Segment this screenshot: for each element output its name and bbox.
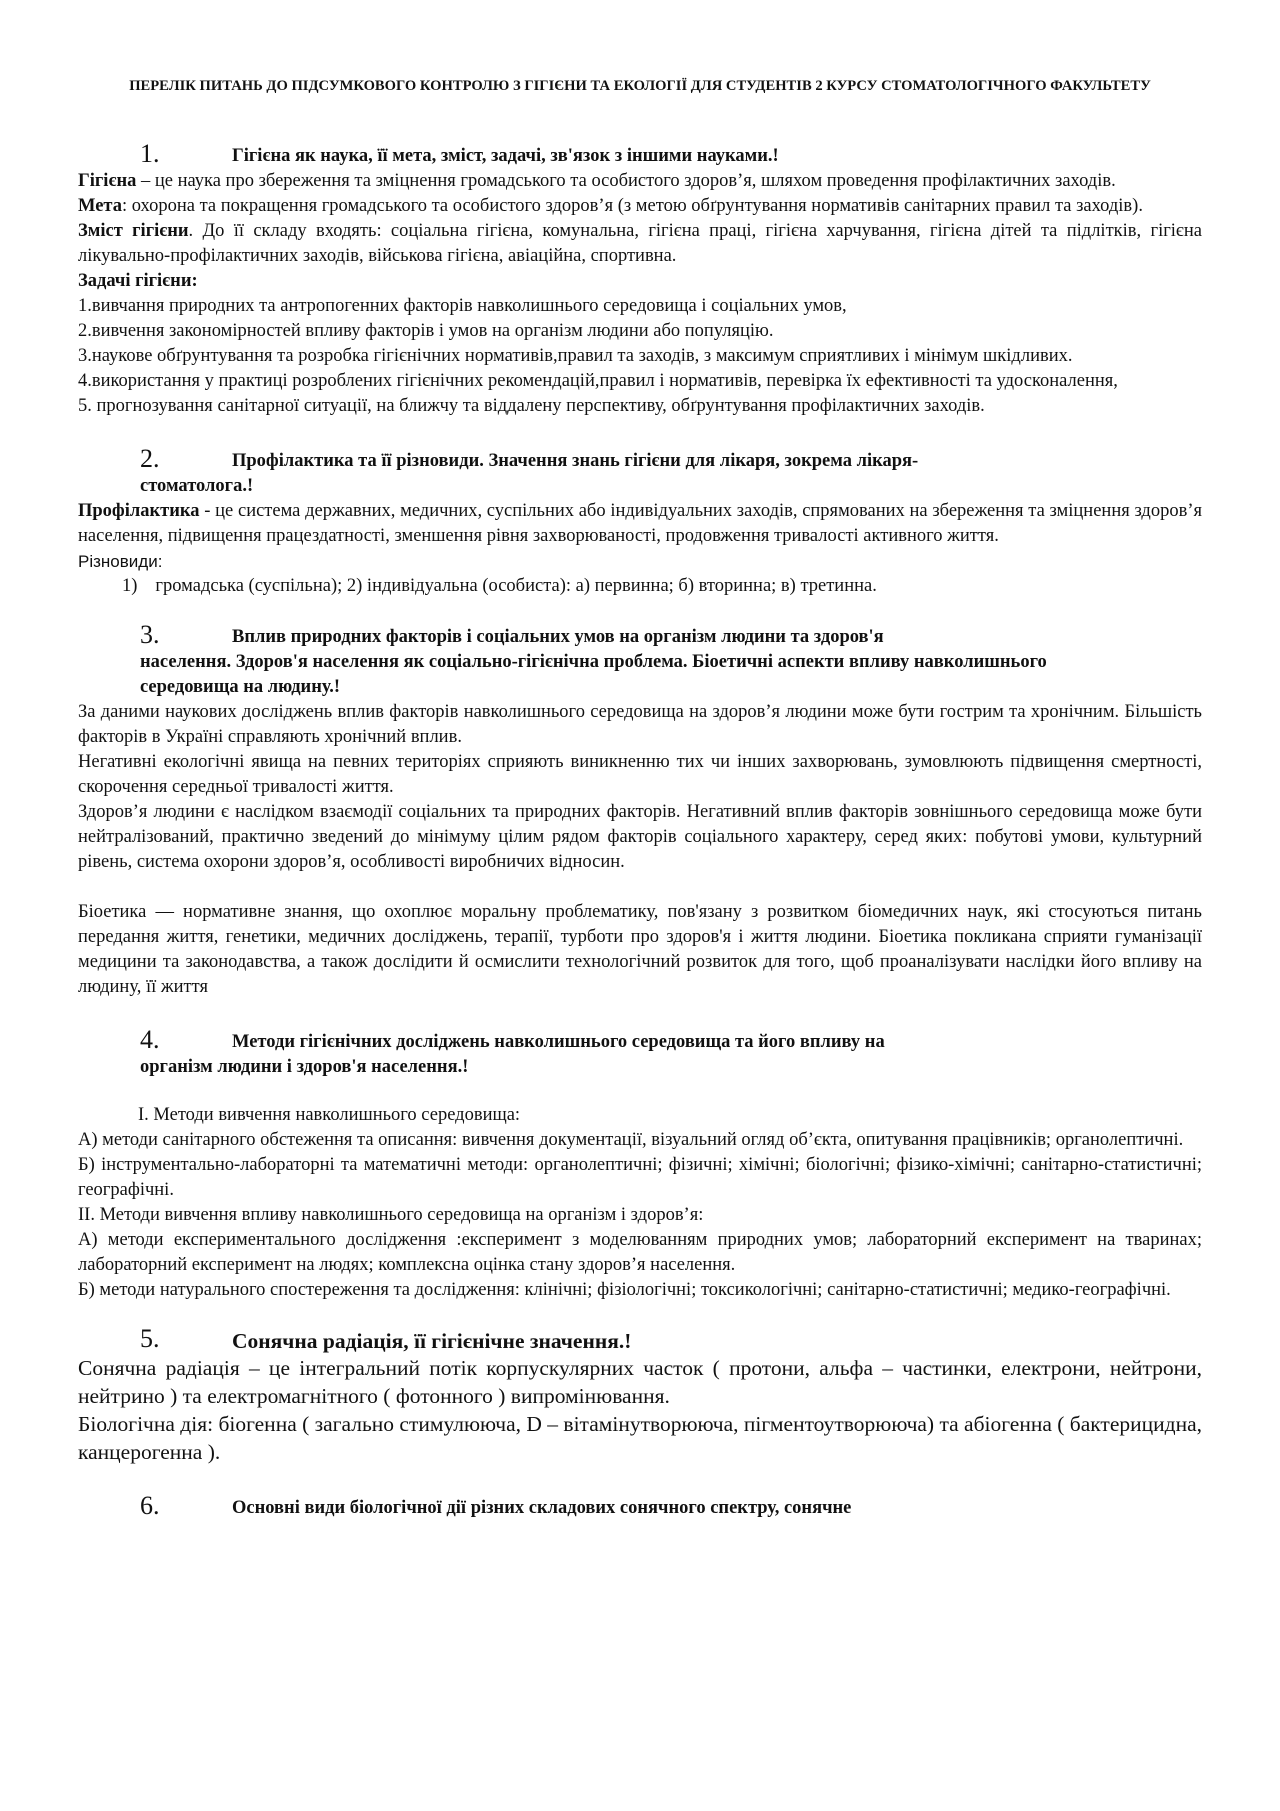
q1-task-item: 5. прогнозування санітарної ситуації, на ближчу та віддалену перспективу, обґрунтування профілактичних заходів. <box>78 396 985 416</box>
q1-task-item: 1.вивчання природних та антропогенних факторів навколишнього середовища і соціальних умов, <box>78 296 847 316</box>
question-2-heading <box>78 444 1202 499</box>
q1-goal-term: Мета <box>78 196 122 216</box>
question-2-title <box>140 449 1202 499</box>
q1-tasks-heading: Задачі гігієни: <box>78 271 198 291</box>
q4-item: А) методи санітарного обстеження та описання: вивчення документації, візуальний огляд об’єкта, опитування працівників; органолептичні. <box>78 1130 1184 1150</box>
q1-content-term: Зміст гігієни <box>78 221 189 241</box>
question-3-title-line-1: Вплив природних факторів і соціальних умов на організм людини та здоров'я <box>232 627 884 647</box>
question-5-title: Сонячна радіація, її гігієнічне значення.! <box>232 1329 632 1353</box>
q1-goal <box>78 194 1202 219</box>
question-6-number: 6. <box>140 1491 160 1520</box>
q1-task-item: 2.вивчення закономірностей впливу факторів і умов на організм людини або популяцію. <box>78 321 774 341</box>
q1-task-item: 3.наукове обґрунтування та розробка гігієнічних нормативів,правил та заходів, з максимум сприятливих і мінімум шкідливих. <box>78 346 1073 366</box>
q4-section-1: I. Методи вивчення навколишнього середовища: <box>138 1105 521 1125</box>
question-2-title-line-2: стоматолога.! <box>140 476 254 496</box>
q4-section-2: ІІ. Методи вивчення впливу навколишнього середовища на організм і здоров’я: <box>78 1205 704 1225</box>
q2-kinds-number: 1) <box>122 576 138 596</box>
question-3-title-line-2: населення. Здоров'я населення як соціально-гігієнічна проблема. Біоетичні аспекти впливу навколишнього <box>140 652 1047 672</box>
q5-paragraph: Біологічна дія: біогенна ( загально стимулююча, D – вітамінутворююча, пігментоутворююча) та абіогенна ( бактерицидна, канцерогенна ). <box>78 1412 1202 1464</box>
q1-definition-text: – це наука про збереження та зміцнення громадського та особистого здоров’я, шляхом проведення профілактичних заходів. <box>136 171 1116 191</box>
q3-paragraph: Здоров’я людини є наслідком взаємодії соціальних та природних факторів. Негативний вплив факторів зовнішнього середовища може бути нейтралізований, практично зведений до мінімуму цілим рядом факторів соціального характеру, серед яких: побутові умови, культурний рівень, система охорони здоров’я, особливості виробничих відносин. <box>78 802 1202 872</box>
question-4-number: 4. <box>140 1025 160 1054</box>
question-2-number: 2. <box>140 444 160 473</box>
document-body <box>78 139 1202 1521</box>
question-4-title <box>140 1030 1202 1080</box>
question-3-heading <box>78 620 1202 700</box>
q2-kinds-text: громадська (суспільна); 2) індивідуальна (особиста): а) первинна; б) вторинна; в) третинна. <box>155 576 877 596</box>
q3-paragraph: За даними наукових досліджень вплив факторів навколишнього середовища на здоров’я людини може бути гострим та хронічним. Більшість факторів в Україні справляють хронічний вплив. <box>78 702 1202 747</box>
q5-paragraph: Сонячна радіація – це інтегральний потік корпускулярних часток ( протони, альфа – частинки, електрони, нейтрони, нейтрино ) та електромагнітного ( фотонного ) випромінювання. <box>78 1356 1202 1408</box>
question-3-title <box>140 625 1202 700</box>
q2-definition <box>78 499 1202 549</box>
question-1-number: 1. <box>140 139 160 168</box>
question-4-title-line-1: Методи гігієнічних досліджень навколишнього середовища та його впливу на <box>232 1032 885 1052</box>
q2-kinds-item <box>78 574 1202 599</box>
q1-content-text: . До її складу входять: соціальна гігієна, комунальна, гігієна праці, гігієна харчування, гігієна дітей та підлітків, гігієна лікувально-профілактичних заходів, військова гігієна, авіаційна, спортивна. <box>78 221 1202 266</box>
question-1-title: Гігієна як наука, її мета, зміст, задачі, зв'язок з іншими науками.! <box>232 146 779 166</box>
q2-definition-text: - це система державних, медичних, суспільних або індивідуальних заходів, спрямованих на збереження та зміцнення здоров’я населення, підвищення працездатності, зменшення рівня захворюваності, продовження тривалості активного життя. <box>78 501 1202 546</box>
q1-definition-term: Гігієна <box>78 171 137 191</box>
question-3-title-line-3: середовища на людину.! <box>140 677 341 697</box>
q2-kinds-label: Різновиди: <box>78 552 163 571</box>
question-5-heading <box>78 1324 1202 1354</box>
q4-item: Б) методи натурального спостереження та дослідження: клінічні; фізіологічні; токсикологічні; санітарно-статистичні; медико-географічні. <box>78 1280 1171 1300</box>
q1-definition <box>78 169 1202 194</box>
question-6-heading <box>78 1491 1202 1521</box>
q3-paragraph: Негативні екологічні явища на певних територіях сприяють виникненню тих чи інших захворювань, зумовлюють підвищення смертності, скорочення середньої тривалості життя. <box>78 752 1202 797</box>
q1-task-item: 4.використання у практиці розроблених гігієнічних рекомендацій,правил і нормативів, перевірка їх ефективності та удосконалення, <box>78 371 1118 391</box>
question-4-heading <box>78 1025 1202 1080</box>
q4-item: А) методи експериментального дослідження :експеримент з моделюванням природних умов; лабораторний експеримент на тваринах; лабораторний експеримент на людях; комплексна оцінка стану здоров’я населення. <box>78 1230 1202 1275</box>
question-3-number: 3. <box>140 620 160 649</box>
q4-item: Б) інструментально-лабораторні та математичні методи: органолептичні; фізичні; хімічні; біологічні; фізико-хімічні; санітарно-статистичні; географічні. <box>78 1155 1202 1200</box>
q1-content <box>78 219 1202 269</box>
question-4-title-line-2: організм людини і здоров'я населення.! <box>140 1057 469 1077</box>
document-title: ПЕРЕЛІК ПИТАНЬ ДО ПІДСУМКОВОГО КОНТРОЛЮ З ГІГІЄНИ ТА ЕКОЛОГІЇ ДЛЯ СТУДЕНТІВ 2 КУРСУ СТОМАТОЛОГІЧНОГО ФАКУЛЬТЕТУ <box>129 78 1151 94</box>
question-5-number: 5. <box>140 1324 160 1353</box>
question-1-heading <box>78 139 1202 169</box>
q3-bioethics-paragraph: Біоетика — нормативне знання, що охоплює моральну проблематику, пов'язану з розвитком біомедичних наук, які стосуються питань передання життя, генетики, медичних досліджень, терапії, турботи про здоров'я і життя людини. Біоетика покликана сприяти гуманізації медицини та законодавства, а також дослідити й осмислити технологічний розвиток для того, щоб проаналізувати наслідки його впливу на людину, її життя <box>78 902 1202 997</box>
question-6-title: Основні види біологічної дії різних складових сонячного спектру, сонячне <box>232 1498 852 1518</box>
question-2-title-line-1: Профілактика та її різновиди. Значення знань гігієни для лікаря, зокрема лікаря- <box>232 451 919 471</box>
q2-definition-term: Профілактика <box>78 501 200 521</box>
q1-goal-text: : охорона та покращення громадського та особистого здоров’я (з метою обґрунтування нормативів санітарних правил та заходів). <box>122 196 1143 216</box>
